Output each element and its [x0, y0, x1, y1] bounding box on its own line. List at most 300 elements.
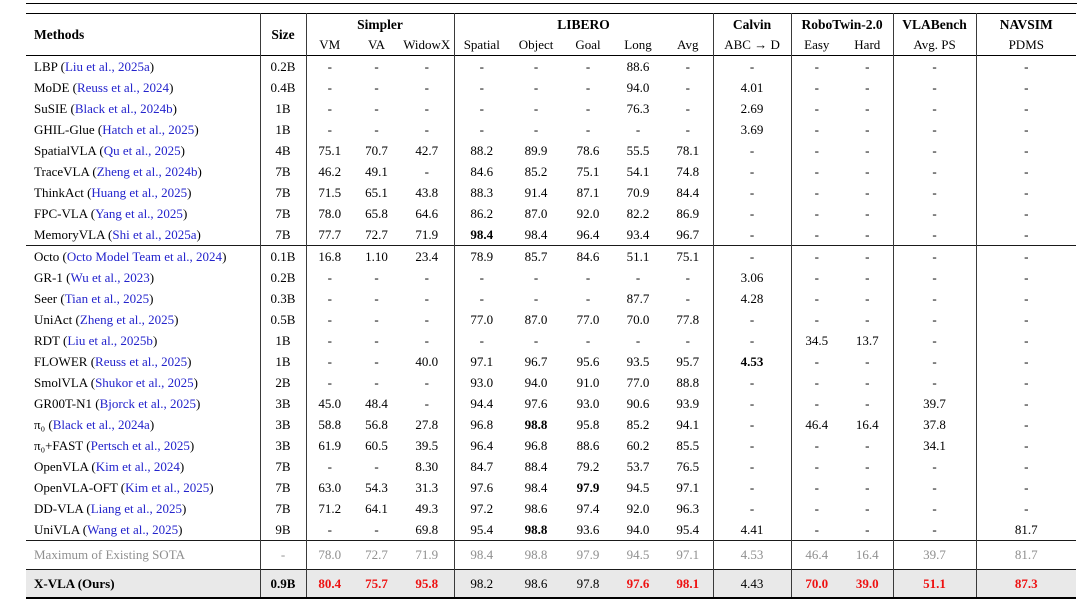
method-name: Maximum of Existing SOTA: [34, 547, 185, 562]
value-cell: -: [791, 309, 842, 330]
value-cell: 8.30: [415, 458, 439, 474]
value-cell: -: [893, 98, 976, 119]
method-name: MemoryVLA: [34, 226, 105, 242]
table-row: [26, 119, 1076, 140]
value-cell: 84.7: [454, 456, 509, 477]
value-cell: -: [842, 246, 893, 268]
col-header-va: VA: [367, 37, 386, 52]
value-cell: 78.0: [306, 541, 353, 570]
value-cell: -: [893, 519, 976, 541]
size-cell: 3B: [260, 414, 306, 435]
size-cell: 0.2B: [260, 56, 306, 78]
value-cell: -: [585, 79, 591, 95]
value-cell: -: [791, 161, 842, 182]
value-cell: 85.2: [626, 416, 650, 432]
method-cell: GR00T-N1 (Bjorck et al., 2025): [34, 395, 201, 411]
value-cell: 87.0: [524, 311, 548, 327]
value-cell: 94.1: [676, 416, 700, 432]
value-cell: 75.1: [576, 163, 600, 179]
table-row: [26, 414, 1076, 435]
value-cell: 98.6: [509, 570, 563, 599]
method-cell: OpenVLA-OFT (Kim et al., 2025): [34, 479, 214, 495]
value-cell: -: [865, 395, 870, 411]
value-cell: 34.5: [791, 330, 842, 351]
method-name: SpatialVLA: [34, 142, 97, 158]
value-cell: 69.8: [415, 521, 439, 537]
table-row: [26, 372, 1076, 393]
method-cell: SuSIE (Black et al., 2024b): [34, 100, 178, 116]
value-cell: -: [893, 140, 976, 161]
size-cell: 9B: [260, 519, 306, 541]
value-cell: -: [976, 77, 1076, 98]
value-cell: -: [865, 311, 870, 327]
value-cell: -: [685, 269, 690, 285]
value-cell: -: [976, 372, 1076, 393]
value-cell: 64.6: [415, 205, 439, 221]
size-cell: 0.9B: [260, 570, 306, 599]
value-cell: -: [454, 119, 509, 140]
value-cell: 16.4: [855, 416, 879, 432]
value-cell: 96.4: [454, 435, 509, 456]
value-cell: 54.3: [365, 479, 388, 495]
group-header-navsim: NAVSIM: [976, 14, 1076, 36]
value-cell: 82.2: [626, 205, 650, 221]
citation-link[interactable]: Hatch et al., 2025: [102, 121, 195, 137]
value-cell: 2.69: [713, 98, 791, 119]
value-cell: 4.53: [713, 541, 791, 570]
value-cell: -: [306, 456, 353, 477]
table-row: [26, 498, 1076, 519]
value-cell: 85.2: [524, 163, 548, 179]
value-cell: -: [374, 269, 379, 285]
size-cell: -: [260, 541, 306, 570]
value-cell: -: [454, 98, 509, 119]
value-cell: -: [893, 119, 976, 140]
col-header-abc-d: ABC → D: [713, 35, 791, 56]
method-name: RDT: [34, 332, 60, 348]
citation-link[interactable]: Octo Model Team et al., 2024: [66, 248, 223, 264]
value-cell: -: [976, 56, 1076, 78]
value-cell: 77.8: [676, 311, 700, 327]
value-cell: 39.7: [893, 393, 976, 414]
method-name: OpenVLA-OFT: [34, 479, 118, 495]
value-cell: 97.1: [454, 351, 509, 372]
value-cell: -: [424, 332, 429, 348]
value-cell: -: [454, 56, 509, 78]
value-cell: 95.8: [576, 416, 600, 432]
value-cell: -: [865, 142, 870, 158]
value-cell: -: [533, 269, 539, 285]
value-cell: 54.1: [626, 163, 650, 179]
value-cell: -: [713, 309, 791, 330]
value-cell: -: [533, 58, 539, 74]
size-cell: 0.3B: [260, 288, 306, 309]
value-cell: 90.6: [626, 395, 650, 411]
citation-link[interactable]: Black et al., 2024b: [74, 100, 173, 116]
method-name: SuSIE: [34, 100, 68, 116]
value-cell: 96.3: [676, 500, 700, 516]
value-cell: -: [976, 140, 1076, 161]
citation-link[interactable]: Huang et al., 2025: [91, 184, 188, 200]
value-cell: -: [865, 163, 870, 179]
value-cell: 97.2: [454, 498, 509, 519]
value-cell: 4.41: [713, 519, 791, 541]
value-cell: -: [713, 498, 791, 519]
table-row: [26, 393, 1076, 414]
group-header-row: [26, 14, 1076, 36]
value-cell: -: [976, 351, 1076, 372]
method-name: LBP: [34, 58, 58, 74]
value-cell: -: [585, 332, 591, 348]
value-cell: 77.0: [454, 309, 509, 330]
value-cell: 88.4: [524, 458, 548, 474]
value-cell: -: [893, 56, 976, 78]
value-cell: 23.4: [400, 246, 454, 268]
value-cell: 79.2: [576, 458, 600, 474]
value-cell: 86.2: [454, 203, 509, 224]
value-cell: 78.9: [454, 246, 509, 268]
size-cell: 7B: [260, 161, 306, 182]
value-cell: 88.6: [626, 58, 650, 74]
value-cell: 75.1: [663, 246, 713, 268]
value-cell: -: [533, 290, 539, 306]
value-cell: -: [713, 56, 791, 78]
value-cell: 84.6: [454, 161, 509, 182]
value-cell: -: [865, 290, 870, 306]
value-cell: 77.0: [576, 311, 600, 327]
value-cell: 98.6: [524, 500, 548, 516]
citation-link[interactable]: Pertsch et al., 2025: [90, 437, 190, 453]
value-cell: -: [713, 224, 791, 246]
value-cell: 49.3: [415, 500, 439, 516]
citation-link[interactable]: Tian et al., 2025: [64, 290, 150, 306]
value-cell: 94.5: [626, 479, 650, 495]
value-cell: -: [791, 435, 842, 456]
value-cell: 98.1: [663, 570, 713, 599]
value-cell: 51.1: [893, 570, 976, 599]
method-name: ThinkAct: [34, 184, 84, 200]
value-cell: 70.7: [365, 142, 388, 158]
value-cell: -: [893, 309, 976, 330]
table-row: [26, 182, 1076, 203]
value-cell: 1.10: [353, 246, 400, 268]
table-row: [26, 330, 1076, 351]
citation-link[interactable]: Black et al., 2024a: [52, 416, 150, 432]
value-cell: 93.0: [576, 395, 600, 411]
col-header-easy: Easy: [791, 35, 842, 56]
value-cell: -: [533, 121, 539, 137]
value-cell: 87.0: [524, 205, 548, 221]
value-cell: 93.9: [676, 395, 700, 411]
method-cell: SmolVLA (Shukor et al., 2025): [34, 374, 198, 390]
method-name: GR-1: [34, 269, 63, 285]
value-cell: -: [893, 224, 976, 246]
method-name: DD-VLA: [34, 500, 84, 516]
method-cell: UniVLA (Wang et al., 2025): [34, 521, 183, 537]
value-cell: -: [585, 290, 591, 306]
value-cell: 93.0: [454, 372, 509, 393]
value-cell: -: [893, 267, 976, 288]
value-cell: 48.4: [365, 395, 388, 411]
value-cell: 84.6: [563, 246, 613, 268]
table-row: [26, 246, 1076, 268]
value-cell: 94.0: [626, 521, 650, 537]
value-cell: 42.7: [415, 142, 439, 158]
value-cell: -: [893, 203, 976, 224]
value-cell: 75.7: [353, 570, 400, 599]
value-cell: 98.4: [524, 226, 548, 242]
size-cell: 7B: [260, 477, 306, 498]
value-cell: -: [424, 290, 429, 306]
method-cell: FLOWER (Reuss et al., 2025): [34, 353, 192, 369]
value-cell: -: [976, 161, 1076, 182]
value-cell: -: [791, 477, 842, 498]
value-cell: 13.7: [855, 332, 879, 348]
method-cell: DD-VLA (Liang et al., 2025): [34, 500, 187, 516]
citation-link[interactable]: Bjorck et al., 2025: [99, 395, 197, 411]
value-cell: 94.0: [626, 79, 650, 95]
citation-link[interactable]: Yang et al., 2025: [95, 205, 183, 221]
method-cell: LBP (Liu et al., 2025a): [34, 58, 155, 74]
value-cell: -: [713, 393, 791, 414]
value-cell: -: [713, 140, 791, 161]
value-cell: 65.8: [365, 205, 388, 221]
size-cell: 1B: [260, 119, 306, 140]
value-cell: 77.0: [626, 374, 650, 390]
value-cell: -: [306, 267, 353, 288]
method-cell: [26, 570, 260, 599]
value-cell: -: [865, 205, 870, 221]
value-cell: -: [791, 56, 842, 78]
method-name: FPC-VLA: [34, 205, 88, 221]
value-cell: -: [865, 79, 870, 95]
citation-link[interactable]: Shi et al., 2025a: [112, 226, 197, 242]
method-cell: [26, 541, 260, 570]
value-cell: 39.7: [893, 541, 976, 570]
value-cell: 97.1: [676, 479, 700, 495]
citation-link[interactable]: Zheng et al., 2024b: [96, 163, 198, 179]
value-cell: 78.0: [306, 203, 353, 224]
value-cell: -: [791, 224, 842, 246]
citation-link[interactable]: Reuss et al., 2025: [95, 353, 188, 369]
value-cell: 97.6: [524, 395, 548, 411]
value-cell: -: [585, 58, 591, 74]
col-header-goal: Goal: [575, 37, 601, 52]
value-cell: -: [374, 374, 379, 390]
method-cell: Seer (Tian et al., 2025): [34, 290, 154, 306]
value-cell: -: [454, 288, 509, 309]
value-cell: 39.5: [415, 437, 439, 453]
value-cell: 88.8: [676, 374, 700, 390]
value-cell: -: [454, 330, 509, 351]
citation-link[interactable]: Liu et al., 2025a: [64, 58, 150, 74]
table-row: [26, 56, 1076, 78]
value-cell: -: [893, 477, 976, 498]
value-cell: 60.5: [365, 437, 388, 453]
citation-link[interactable]: Wu et al., 2023: [70, 269, 150, 285]
value-cell: 16.8: [306, 246, 353, 268]
value-cell: -: [713, 330, 791, 351]
value-cell: -: [865, 437, 870, 453]
size-cell: 3B: [260, 435, 306, 456]
value-cell: 96.7: [676, 226, 700, 242]
value-cell: -: [791, 351, 842, 372]
method-name: Seer: [34, 290, 58, 306]
value-cell: -: [424, 121, 429, 137]
value-cell: -: [976, 309, 1076, 330]
value-cell: -: [306, 77, 353, 98]
value-cell: -: [976, 477, 1076, 498]
value-cell: 55.5: [626, 142, 650, 158]
value-cell: -: [685, 290, 690, 306]
value-cell: -: [791, 519, 842, 541]
value-cell: -: [713, 435, 791, 456]
value-cell: -: [585, 100, 591, 116]
value-cell: -: [374, 521, 379, 537]
value-cell: -: [424, 395, 429, 411]
value-cell: -: [424, 163, 429, 179]
value-cell: -: [976, 203, 1076, 224]
value-cell: -: [976, 414, 1076, 435]
value-cell: 71.2: [306, 498, 353, 519]
value-cell: 70.0: [626, 311, 650, 327]
value-cell: 95.4: [676, 521, 700, 537]
method-name: FLOWER: [34, 353, 88, 369]
value-cell: -: [374, 311, 379, 327]
value-cell: 16.4: [842, 541, 893, 570]
value-cell: -: [791, 246, 842, 268]
citation-link[interactable]: Wang et al., 2025: [87, 521, 179, 537]
value-cell: 70.9: [626, 184, 650, 200]
table-body: [26, 56, 1076, 599]
method-cell: π₀ (Black et al., 2024a): [34, 416, 155, 432]
citation-link[interactable]: Zheng et al., 2025: [79, 311, 175, 327]
value-cell: 4.28: [713, 288, 791, 309]
value-cell: 85.7: [509, 246, 563, 268]
table-row: [26, 309, 1076, 330]
citation-link[interactable]: Shukor et al., 2025: [95, 374, 194, 390]
citation-link[interactable]: Kim et al., 2024: [95, 458, 180, 474]
value-cell: 51.1: [613, 246, 663, 268]
table-row: [26, 224, 1076, 246]
group-header-calvin: Calvin: [713, 14, 791, 36]
value-cell: -: [424, 100, 429, 116]
value-cell: -: [374, 332, 379, 348]
col-header-vm: VM: [306, 35, 353, 56]
value-cell: -: [976, 119, 1076, 140]
method-name: π₀+FAST: [34, 437, 84, 453]
value-cell: -: [424, 374, 429, 390]
value-cell: -: [713, 246, 791, 268]
value-cell: -: [635, 332, 641, 348]
value-cell: -: [306, 330, 353, 351]
citation-link[interactable]: Qu et al., 2025: [103, 142, 181, 158]
value-cell: 71.9: [400, 541, 454, 570]
table-row: [26, 519, 1076, 541]
method-name: MoDE: [34, 79, 70, 95]
size-cell: 7B: [260, 182, 306, 203]
value-cell: -: [635, 269, 641, 285]
value-cell: -: [865, 353, 870, 369]
value-cell: 86.9: [676, 205, 700, 221]
value-cell: -: [713, 477, 791, 498]
size-cell: 7B: [260, 224, 306, 246]
table-row: [26, 288, 1076, 309]
value-cell: -: [865, 269, 870, 285]
value-cell: 39.0: [842, 570, 893, 599]
value-cell: -: [865, 100, 870, 116]
table-row: [26, 435, 1076, 456]
citation-link[interactable]: Kim et al., 2025: [125, 479, 210, 495]
value-cell: -: [685, 58, 690, 74]
value-cell: -: [713, 456, 791, 477]
value-cell: 91.0: [576, 374, 600, 390]
value-cell: -: [424, 311, 429, 327]
method-name: SmolVLA: [34, 374, 88, 390]
value-cell: 4.53: [713, 351, 791, 372]
value-cell: -: [306, 519, 353, 541]
value-cell: -: [865, 184, 870, 200]
value-cell: -: [685, 332, 690, 348]
method-cell: RDT (Liu et al., 2025b): [34, 332, 158, 348]
value-cell: 37.8: [893, 414, 976, 435]
value-cell: 93.5: [626, 353, 650, 369]
method-name: GHIL-Glue: [34, 121, 95, 137]
value-cell: 74.8: [676, 163, 700, 179]
value-cell: -: [713, 414, 791, 435]
value-cell: 95.8: [400, 570, 454, 599]
method-name: GR00T-N1: [34, 395, 93, 411]
value-cell: -: [865, 521, 870, 537]
value-cell: 98.8: [509, 541, 563, 570]
value-cell: -: [585, 269, 591, 285]
value-cell: 97.6: [454, 477, 509, 498]
value-cell: -: [685, 79, 690, 95]
table-row: [26, 351, 1076, 372]
value-cell: 87.3: [976, 570, 1076, 599]
citation-link[interactable]: Reuss et al., 2024: [76, 79, 170, 95]
value-cell: 89.9: [524, 142, 548, 158]
value-cell: -: [865, 479, 870, 495]
citation-link[interactable]: Liang et al., 2025: [90, 500, 183, 516]
method-cell: OpenVLA (Kim et al., 2024): [34, 458, 185, 474]
value-cell: 75.1: [306, 140, 353, 161]
value-cell: -: [685, 100, 690, 116]
value-cell: 85.5: [676, 437, 700, 453]
citation-link[interactable]: Liu et al., 2025b: [67, 332, 153, 348]
table-row: [26, 98, 1076, 119]
value-cell: -: [976, 98, 1076, 119]
value-cell: 93.4: [626, 226, 650, 242]
method-name: UniVLA: [34, 521, 80, 537]
value-cell: -: [374, 290, 379, 306]
value-cell: 97.4: [576, 500, 600, 516]
size-cell: 7B: [260, 203, 306, 224]
method-cell: π₀+FAST (Pertsch et al., 2025): [34, 437, 195, 453]
method-cell: SpatialVLA (Qu et al., 2025): [34, 142, 185, 158]
value-cell: 87.1: [576, 184, 600, 200]
value-cell: 92.0: [576, 205, 600, 221]
benchmark-table: [26, 13, 1076, 599]
table-row: [26, 477, 1076, 498]
value-cell: 31.3: [415, 479, 439, 495]
value-cell: 64.1: [365, 500, 388, 516]
method-name: OpenVLA: [34, 458, 89, 474]
value-cell: -: [893, 77, 976, 98]
table-row: [26, 140, 1076, 161]
value-cell: -: [791, 119, 842, 140]
size-cell: 1B: [260, 330, 306, 351]
